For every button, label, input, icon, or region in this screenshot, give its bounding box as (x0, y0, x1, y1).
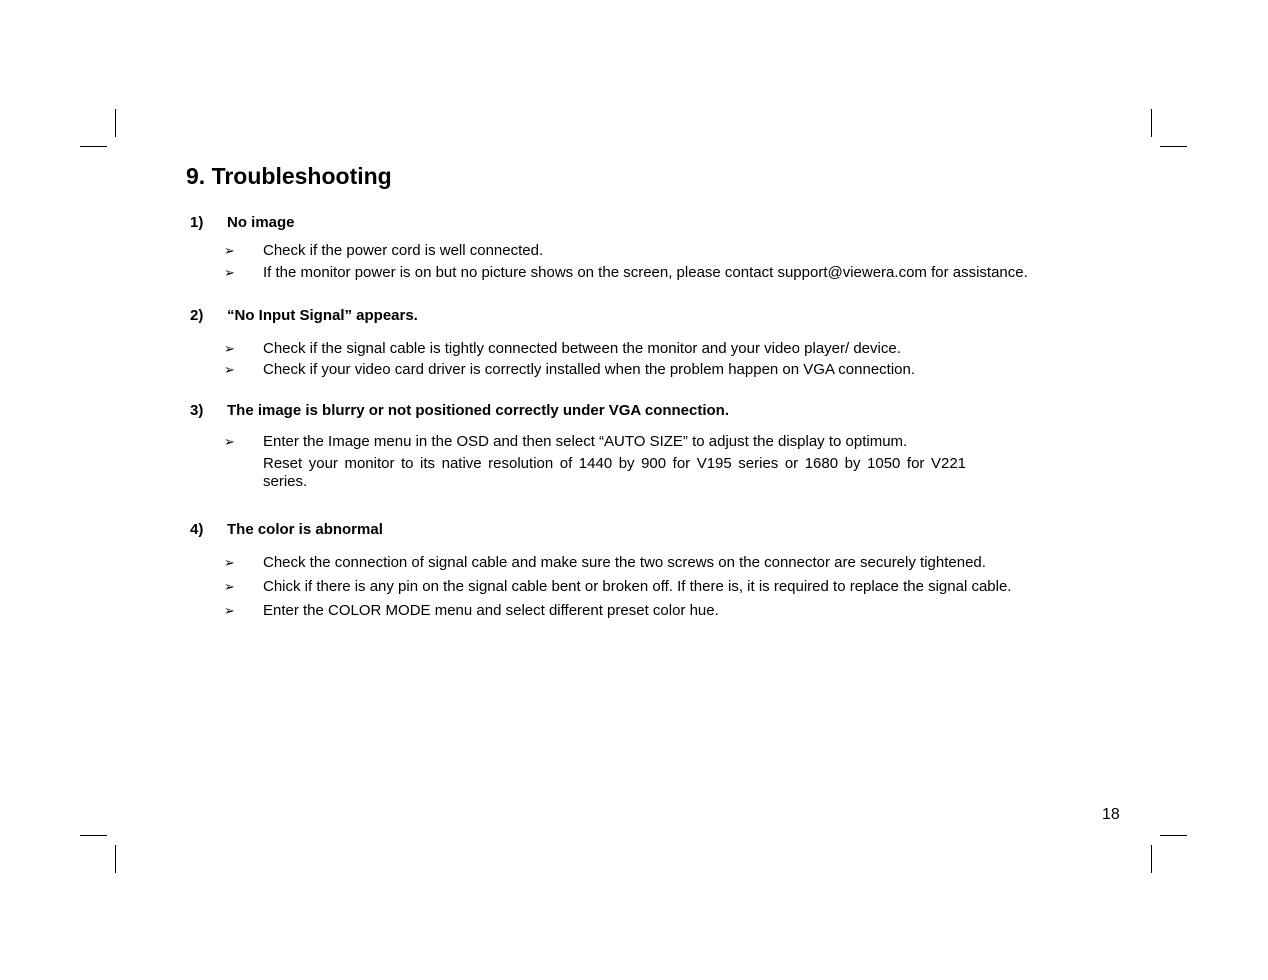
list-item (190, 340, 915, 358)
section-no-input-signal (190, 307, 915, 379)
item-text: Check the connection of signal cable and make sure the two screws on the connector are securely tightened. (263, 554, 986, 571)
section-color-abnormal (190, 521, 1011, 620)
crop-mark-top-left-horizontal (80, 146, 107, 147)
item-text: Check if the power cord is well connected. (263, 242, 544, 259)
list-item (190, 433, 966, 491)
list-item (190, 554, 1011, 572)
section-heading (190, 521, 1011, 539)
section-heading (190, 214, 1028, 232)
section-title: No image (227, 214, 295, 231)
arrowhead-bullet-icon: ➢ (224, 243, 235, 258)
list-item (190, 602, 1011, 620)
arrowhead-bullet-icon: ➢ (224, 362, 235, 377)
list-item (190, 578, 1011, 596)
arrowhead-bullet-icon: ➢ (224, 555, 235, 570)
list-item (190, 264, 1028, 282)
page-number: 18 (1102, 806, 1120, 823)
section-number: 1) (190, 214, 204, 231)
item-list (190, 242, 1028, 282)
item-list (190, 340, 915, 379)
crop-mark-top-right-horizontal (1160, 146, 1187, 147)
crop-mark-bottom-right-vertical (1151, 845, 1152, 873)
crop-mark-bottom-left-horizontal (80, 835, 107, 836)
section-heading (190, 402, 966, 420)
arrowhead-bullet-icon: ➢ (224, 265, 235, 280)
section-number: 3) (190, 402, 204, 419)
section-no-image (190, 214, 1028, 282)
item-text: Enter the Image menu in the OSD and then select “AUTO SIZE” to adjust the display to optimum. (263, 433, 908, 450)
crop-mark-bottom-left-vertical (115, 845, 116, 873)
arrowhead-bullet-icon: ➢ (224, 579, 235, 594)
list-item (190, 242, 1028, 260)
crop-mark-top-left-vertical (115, 109, 116, 137)
section-title: The color is abnormal (227, 521, 383, 538)
crop-mark-top-right-vertical (1151, 109, 1152, 137)
item-text: Check if your video card driver is correctly installed when the problem happen on VGA connection. (263, 361, 916, 378)
list-item (190, 361, 915, 379)
item-continuation-text: Reset your monitor to its native resolution of 1440 by 900 for V195 series or 1680 by 1050 for V221 series. (263, 455, 966, 490)
arrowhead-bullet-icon: ➢ (224, 341, 235, 356)
crop-mark-bottom-right-horizontal (1160, 835, 1187, 836)
section-number: 4) (190, 521, 204, 538)
item-list (190, 554, 1011, 620)
arrowhead-bullet-icon: ➢ (224, 603, 235, 618)
section-title: The image is blurry or not positioned correctly under VGA connection. (227, 402, 730, 419)
item-text: Enter the COLOR MODE menu and select different preset color hue. (263, 602, 719, 619)
section-number: 2) (190, 307, 204, 324)
arrowhead-bullet-icon: ➢ (224, 434, 235, 449)
item-text: Chick if there is any pin on the signal cable bent or broken off. If there is, it is required to replace the signal cable. (263, 578, 1012, 595)
item-text: If the monitor power is on but no picture shows on the screen, please contact support@viewera.com for assistance. (263, 264, 1028, 281)
section-heading (190, 307, 915, 325)
item-list (190, 433, 966, 491)
page-title: 9. Troubleshooting (186, 163, 392, 189)
section-title: “No Input Signal” appears. (227, 307, 418, 324)
item-text: Check if the signal cable is tightly connected between the monitor and your video player/ device. (263, 340, 901, 357)
section-image-blurry (190, 402, 966, 491)
